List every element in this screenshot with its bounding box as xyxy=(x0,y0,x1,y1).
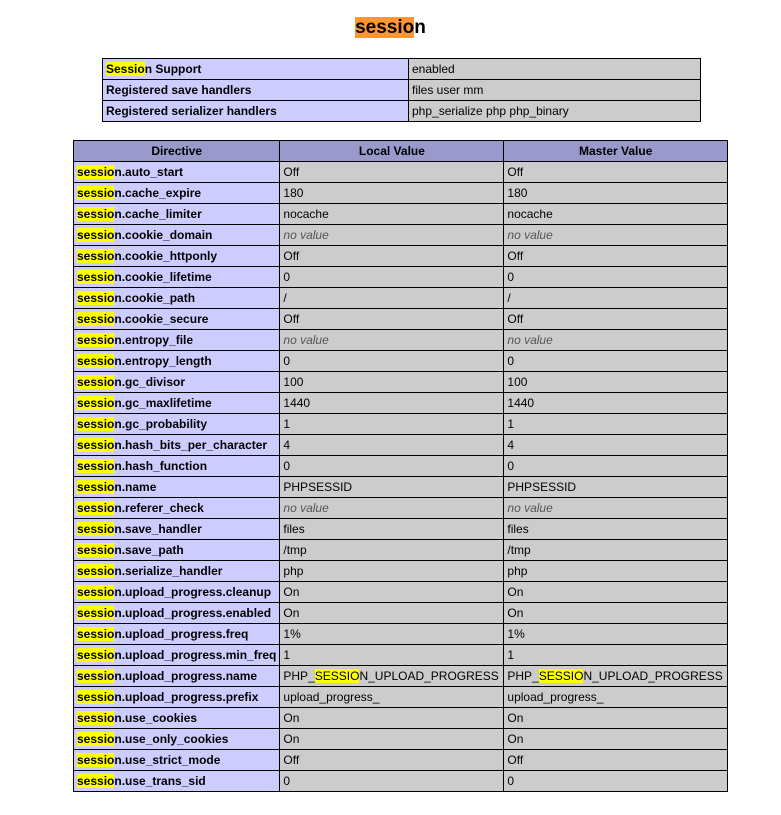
local-value xyxy=(280,498,504,519)
directive-name xyxy=(74,540,280,561)
local-value: Off xyxy=(280,246,504,267)
local-value: upload_progress_ xyxy=(280,687,504,708)
key-highlight: Sessio xyxy=(106,62,145,76)
table-row xyxy=(74,666,728,687)
directive-highlight: sessio xyxy=(77,417,115,431)
master-value xyxy=(504,225,728,246)
directive-suffix: n.name xyxy=(114,480,157,494)
support-key xyxy=(103,80,409,101)
master-value: 1 xyxy=(504,414,728,435)
directive-suffix: n.upload_progress.enabled xyxy=(114,606,272,620)
directive-highlight: sessio xyxy=(77,753,115,767)
directive-name xyxy=(74,183,280,204)
directive-name xyxy=(74,435,280,456)
page-title xyxy=(0,16,781,40)
local-value: 0 xyxy=(280,267,504,288)
directive-name xyxy=(74,708,280,729)
directive-name xyxy=(74,561,280,582)
directive-highlight: sessio xyxy=(77,648,115,662)
table-row xyxy=(103,101,701,122)
value-prefix: PHP_ xyxy=(507,669,539,683)
directive-highlight: sessio xyxy=(77,522,115,536)
master-value: On xyxy=(504,708,728,729)
directive-name xyxy=(74,498,280,519)
directive-name xyxy=(74,330,280,351)
table-row xyxy=(74,540,728,561)
no-value-text: no value xyxy=(283,228,329,242)
directives-table xyxy=(73,140,728,792)
local-value: files xyxy=(280,519,504,540)
directive-suffix: n.entropy_length xyxy=(114,354,212,368)
directive-name xyxy=(74,666,280,687)
local-value: php xyxy=(280,561,504,582)
table-row xyxy=(74,750,728,771)
support-value: enabled xyxy=(409,59,701,80)
local-value: 0 xyxy=(280,351,504,372)
directive-name xyxy=(74,729,280,750)
local-value xyxy=(280,330,504,351)
directive-name xyxy=(74,519,280,540)
table-row xyxy=(74,729,728,750)
directive-name xyxy=(74,750,280,771)
directive-name xyxy=(74,645,280,666)
no-value-text: no value xyxy=(507,228,553,242)
master-value: Off xyxy=(504,162,728,183)
directive-suffix: n.upload_progress.min_freq xyxy=(114,648,277,662)
local-value: On xyxy=(280,708,504,729)
key-text: Registered save handlers xyxy=(106,83,252,97)
directive-name xyxy=(74,477,280,498)
header-directive: Directive xyxy=(74,141,280,162)
directive-name xyxy=(74,351,280,372)
no-value-text: no value xyxy=(283,501,329,515)
master-value: 0 xyxy=(504,267,728,288)
directive-name xyxy=(74,414,280,435)
value-text: N_UPLOAD_PROGRESS xyxy=(359,669,499,683)
directive-highlight: sessio xyxy=(77,354,115,368)
directive-suffix: n.cookie_httponly xyxy=(114,249,218,263)
directive-name xyxy=(74,771,280,792)
directive-name xyxy=(74,225,280,246)
table-row xyxy=(74,498,728,519)
local-value: 180 xyxy=(280,183,504,204)
local-value: 0 xyxy=(280,771,504,792)
master-value: On xyxy=(504,603,728,624)
directive-name xyxy=(74,288,280,309)
table-row xyxy=(74,435,728,456)
master-value: / xyxy=(504,288,728,309)
table-row xyxy=(74,330,728,351)
directive-highlight: sessio xyxy=(77,585,115,599)
directive-highlight: sessio xyxy=(77,480,115,494)
directive-suffix: n.auto_start xyxy=(114,165,184,179)
title-suffix: n xyxy=(414,17,426,38)
title-highlight: sessio xyxy=(355,17,415,38)
directive-highlight: sessio xyxy=(77,312,115,326)
master-value: php xyxy=(504,561,728,582)
directive-name xyxy=(74,246,280,267)
directive-highlight: sessio xyxy=(77,186,115,200)
directive-suffix: n.upload_progress.name xyxy=(114,669,258,683)
key-text: Registered serializer handlers xyxy=(106,104,277,118)
master-value: On xyxy=(504,729,728,750)
support-key xyxy=(103,101,409,122)
directive-name xyxy=(74,456,280,477)
table-row xyxy=(74,351,728,372)
value-highlight: SESSIO xyxy=(314,669,360,683)
key-text-suffix: n Support xyxy=(144,62,202,76)
master-value: On xyxy=(504,582,728,603)
master-value xyxy=(504,498,728,519)
table-row xyxy=(103,80,701,101)
master-value: 1 xyxy=(504,645,728,666)
table-row xyxy=(74,372,728,393)
master-value: 0 xyxy=(504,771,728,792)
master-value: 1% xyxy=(504,624,728,645)
directive-name xyxy=(74,204,280,225)
directive-highlight: sessio xyxy=(77,606,115,620)
local-value: PHPSESSID xyxy=(280,477,504,498)
master-value: Off xyxy=(504,309,728,330)
value-highlight: SESSIO xyxy=(538,669,584,683)
support-key xyxy=(103,59,409,80)
local-value xyxy=(280,666,504,687)
local-value xyxy=(280,225,504,246)
local-value: nocache xyxy=(280,204,504,225)
no-value-text: no value xyxy=(283,333,329,347)
no-value-text: no value xyxy=(507,333,553,347)
no-value-text: no value xyxy=(507,501,553,515)
local-value: /tmp xyxy=(280,540,504,561)
table-row xyxy=(74,162,728,183)
directive-highlight: sessio xyxy=(77,438,115,452)
table-row xyxy=(74,561,728,582)
directive-suffix: n.save_path xyxy=(114,543,184,557)
directive-suffix: n.serialize_handler xyxy=(114,564,223,578)
table-row xyxy=(74,603,728,624)
directive-suffix: n.gc_probability xyxy=(114,417,208,431)
master-value: 0 xyxy=(504,456,728,477)
directive-suffix: n.use_strict_mode xyxy=(114,753,221,767)
table-row xyxy=(74,183,728,204)
table-row xyxy=(74,687,728,708)
value-prefix: PHP_ xyxy=(283,669,315,683)
directive-highlight: sessio xyxy=(77,711,115,725)
master-value: 100 xyxy=(504,372,728,393)
local-value: 1% xyxy=(280,624,504,645)
directive-suffix: n.upload_progress.cleanup xyxy=(114,585,272,599)
local-value: 1 xyxy=(280,645,504,666)
directive-highlight: sessio xyxy=(77,207,115,221)
local-value: Off xyxy=(280,750,504,771)
table-row xyxy=(74,456,728,477)
support-value: files user mm xyxy=(409,80,701,101)
table-row xyxy=(103,59,701,80)
table-row xyxy=(74,204,728,225)
directive-highlight: sessio xyxy=(77,627,115,641)
directive-name xyxy=(74,624,280,645)
local-value: On xyxy=(280,603,504,624)
local-value: Off xyxy=(280,162,504,183)
directive-suffix: n.gc_divisor xyxy=(114,375,186,389)
table-row xyxy=(74,393,728,414)
directive-highlight: sessio xyxy=(77,270,115,284)
directive-highlight: sessio xyxy=(77,690,115,704)
directive-highlight: sessio xyxy=(77,396,115,410)
directive-highlight: sessio xyxy=(77,732,115,746)
local-value: 4 xyxy=(280,435,504,456)
master-value: 1440 xyxy=(504,393,728,414)
directive-highlight: sessio xyxy=(77,564,115,578)
table-row xyxy=(74,309,728,330)
master-value: files xyxy=(504,519,728,540)
directive-highlight: sessio xyxy=(77,375,115,389)
table-row xyxy=(74,519,728,540)
directive-suffix: n.cookie_secure xyxy=(114,312,209,326)
master-value xyxy=(504,330,728,351)
directive-suffix: n.cache_expire xyxy=(114,186,202,200)
directive-highlight: sessio xyxy=(77,165,115,179)
header-local-value: Local Value xyxy=(280,141,504,162)
directive-suffix: n.use_only_cookies xyxy=(114,732,229,746)
directive-suffix: n.cookie_lifetime xyxy=(114,270,212,284)
local-value: On xyxy=(280,729,504,750)
master-value: 4 xyxy=(504,435,728,456)
directive-suffix: n.use_trans_sid xyxy=(114,774,206,788)
directive-highlight: sessio xyxy=(77,228,115,242)
directive-highlight: sessio xyxy=(77,291,115,305)
directive-highlight: sessio xyxy=(77,459,115,473)
directive-suffix: n.cookie_domain xyxy=(114,228,213,242)
session-support-table xyxy=(102,58,701,122)
local-value: 100 xyxy=(280,372,504,393)
directive-name xyxy=(74,267,280,288)
master-value: PHPSESSID xyxy=(504,477,728,498)
directive-highlight: sessio xyxy=(77,669,115,683)
table-row xyxy=(74,225,728,246)
directive-suffix: n.hash_bits_per_character xyxy=(114,438,268,452)
local-value: Off xyxy=(280,309,504,330)
directive-highlight: sessio xyxy=(77,774,115,788)
table-row xyxy=(74,624,728,645)
local-value: 0 xyxy=(280,456,504,477)
directive-name xyxy=(74,162,280,183)
directive-suffix: n.hash_function xyxy=(114,459,208,473)
table-row xyxy=(74,288,728,309)
local-value: On xyxy=(280,582,504,603)
directive-highlight: sessio xyxy=(77,501,115,515)
master-value: Off xyxy=(504,246,728,267)
directive-suffix: n.entropy_file xyxy=(114,333,194,347)
value-text: N_UPLOAD_PROGRESS xyxy=(583,669,723,683)
directive-suffix: n.cookie_path xyxy=(114,291,196,305)
table-row xyxy=(74,414,728,435)
directive-highlight: sessio xyxy=(77,249,115,263)
master-value: /tmp xyxy=(504,540,728,561)
local-value: 1440 xyxy=(280,393,504,414)
master-value: Off xyxy=(504,750,728,771)
table-row xyxy=(74,708,728,729)
master-value: 0 xyxy=(504,351,728,372)
table-row xyxy=(74,246,728,267)
directive-suffix: n.gc_maxlifetime xyxy=(114,396,212,410)
table-row xyxy=(74,477,728,498)
directive-suffix: n.referer_check xyxy=(114,501,204,515)
directive-suffix: n.upload_progress.prefix xyxy=(114,690,259,704)
master-value xyxy=(504,666,728,687)
directive-name xyxy=(74,687,280,708)
header-master-value: Master Value xyxy=(504,141,728,162)
directive-name xyxy=(74,372,280,393)
directive-name xyxy=(74,603,280,624)
master-value: nocache xyxy=(504,204,728,225)
directive-name xyxy=(74,309,280,330)
local-value: / xyxy=(280,288,504,309)
directive-name xyxy=(74,582,280,603)
directive-suffix: n.cache_limiter xyxy=(114,207,202,221)
table-row xyxy=(74,771,728,792)
table-row xyxy=(74,267,728,288)
master-value: 180 xyxy=(504,183,728,204)
support-value: php_serialize php php_binary xyxy=(409,101,701,122)
master-value: upload_progress_ xyxy=(504,687,728,708)
table-row xyxy=(74,582,728,603)
directive-suffix: n.upload_progress.freq xyxy=(114,627,249,641)
directive-highlight: sessio xyxy=(77,543,115,557)
directive-name xyxy=(74,393,280,414)
directive-suffix: n.use_cookies xyxy=(114,711,198,725)
directive-suffix: n.save_handler xyxy=(114,522,202,536)
table-header-row xyxy=(74,141,728,162)
directive-highlight: sessio xyxy=(77,333,115,347)
table-row xyxy=(74,645,728,666)
local-value: 1 xyxy=(280,414,504,435)
